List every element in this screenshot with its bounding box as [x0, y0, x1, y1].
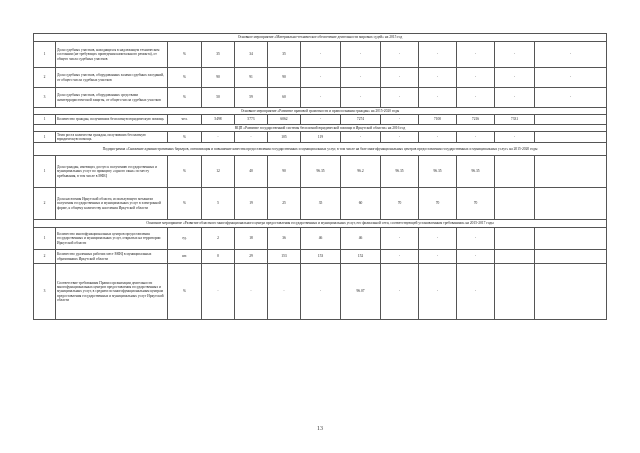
value-cell: 90: [202, 68, 235, 88]
value-cell: 5498: [202, 115, 235, 125]
value-cell: 7216: [457, 115, 495, 125]
value-cell: -: [301, 88, 341, 108]
value-cell: 35: [268, 42, 301, 68]
table-row: [34, 250, 607, 264]
value-cell: 7331: [495, 115, 535, 125]
value-cell: 96.35: [301, 156, 341, 188]
value-cell: -: [381, 228, 419, 250]
unit-cell: %: [168, 132, 202, 143]
value-cell: -: [495, 88, 535, 108]
value-cell: 70: [457, 188, 495, 220]
value-cell: 60: [341, 188, 381, 220]
value-cell: -: [419, 132, 457, 143]
value-cell: -: [535, 68, 607, 88]
value-cell: 70: [419, 188, 457, 220]
value-cell: [535, 250, 607, 264]
unit-cell: чел.: [168, 115, 202, 125]
section-row: [34, 125, 607, 132]
value-cell: [535, 156, 607, 188]
table-row: [34, 188, 607, 220]
table-row: [34, 115, 607, 125]
value-cell: 96.07: [341, 264, 381, 320]
unit-cell: %: [168, 88, 202, 108]
value-cell: -: [419, 68, 457, 88]
row-number: 3: [34, 264, 56, 320]
value-cell: -: [457, 68, 495, 88]
value-cell: 46: [341, 228, 381, 250]
section-row: [34, 220, 607, 228]
value-cell: [495, 188, 535, 220]
value-cell: -: [268, 264, 301, 320]
value-cell: 153: [301, 250, 341, 264]
table-row: [34, 68, 607, 88]
table-row: [34, 156, 607, 188]
section-row: [34, 108, 607, 115]
value-cell: 91: [235, 68, 268, 88]
value-cell: 96.35: [419, 156, 457, 188]
row-number: 1: [34, 115, 56, 125]
value-cell: -: [419, 42, 457, 68]
value-cell: -: [457, 132, 495, 143]
value-cell: -: [381, 250, 419, 264]
value-cell: 5: [202, 188, 235, 220]
value-cell: -: [202, 132, 235, 143]
value-cell: 0: [202, 250, 235, 264]
unit-cell: %: [168, 188, 202, 220]
unit-cell: шт.: [168, 250, 202, 264]
value-cell: 59: [235, 88, 268, 108]
value-cell: [495, 264, 535, 320]
row-number: 1: [34, 132, 56, 143]
value-cell: 6062: [268, 115, 301, 125]
row-number: 2: [34, 188, 56, 220]
value-cell: -: [301, 42, 341, 68]
value-cell: 70: [381, 188, 419, 220]
section-row: [34, 34, 607, 42]
unit-cell: ед.: [168, 228, 202, 250]
indicator-name: Доля граждан, имеющих доступ к получению государственных и муниципальных услуг по принципу «одного окна» по месту пребывания, в том числе в МФЦ: [56, 156, 168, 188]
table-row: [34, 264, 607, 320]
value-cell: -: [457, 88, 495, 108]
value-cell: -: [301, 264, 341, 320]
value-cell: 36: [268, 228, 301, 250]
indicator-name: Соответствие требованиям Правил организации деятельности многофункциональных центров предоставления государственных и муниципальных услуг, в среднем по многофункциональным центрам предоставления государственных и муниципальных услуг Иркутской области: [56, 264, 168, 320]
value-cell: 5773: [235, 115, 268, 125]
value-cell: 35: [301, 188, 341, 220]
table-row: [34, 228, 607, 250]
row-number: 2: [34, 250, 56, 264]
section-title: ВЦП «Развитие государственной системы бесплатной юридической помощи в Иркутской области» на 2016 год: [34, 125, 607, 132]
value-cell: 96.35: [457, 156, 495, 188]
table-row: [34, 88, 607, 108]
value-cell: 2: [202, 228, 235, 250]
value-cell: -: [235, 132, 268, 143]
value-cell: [495, 250, 535, 264]
value-cell: 40: [235, 156, 268, 188]
row-number: 1: [34, 228, 56, 250]
table-row: [34, 132, 607, 143]
value-cell: -: [495, 132, 535, 143]
value-cell: 152: [341, 250, 381, 264]
value-cell: 7274: [341, 115, 381, 125]
value-cell: -: [535, 88, 607, 108]
value-cell: -: [341, 88, 381, 108]
indicator-name: Количество многофункциональных центров предоставления государственных и муниципальных услуг, открытых на территории Иркутской области: [56, 228, 168, 250]
indicator-name: Темп роста количества граждан, получивших бесплатную юридическую помощь: [56, 132, 168, 143]
value-cell: 119: [301, 132, 341, 143]
value-cell: 35: [202, 42, 235, 68]
value-cell: -: [457, 42, 495, 68]
unit-cell: %: [168, 264, 202, 320]
value-cell: -: [381, 68, 419, 88]
indicator-name: Доля судебных участков, оборудованных залами судебных заседаний, от общего числа судебных участков: [56, 68, 168, 88]
value-cell: 96.2: [341, 156, 381, 188]
value-cell: 18: [235, 228, 268, 250]
value-cell: -: [535, 42, 607, 68]
section-row: [34, 143, 607, 156]
value-cell: [495, 228, 535, 250]
value-cell: -: [457, 264, 495, 320]
value-cell: -: [457, 250, 495, 264]
value-cell: -: [341, 42, 381, 68]
value-cell: 46: [301, 228, 341, 250]
value-cell: [495, 156, 535, 188]
value-cell: 25: [268, 188, 301, 220]
value-cell: -: [202, 264, 235, 320]
value-cell: -: [419, 88, 457, 108]
value-cell: 29: [235, 250, 268, 264]
value-cell: -: [301, 115, 341, 125]
value-cell: -: [419, 264, 457, 320]
section-title: Основное мероприятие «Развитие правовой грамотности и правосознания граждан» на 2015-2020 годы: [34, 108, 607, 115]
value-cell: [535, 132, 607, 143]
value-cell: 153: [268, 250, 301, 264]
value-cell: 105: [268, 132, 301, 143]
value-cell: -: [341, 132, 381, 143]
unit-cell: %: [168, 42, 202, 68]
row-number: 1: [34, 156, 56, 188]
section-title: Подпрограмма «Снижение административных барьеров, оптимизация и повышение качества предоставления государственных и муниципальных услуг, в том числе на базе многофункциональных центров предоставления государственных и муниципальных услуг» на 2015-2020 годы: [34, 143, 607, 156]
row-number: 1: [34, 42, 56, 68]
value-cell: -: [381, 42, 419, 68]
indicator-name: Количество удаленных рабочих мест МФЦ в муниципальных образованиях Иркутской области: [56, 250, 168, 264]
value-cell: -: [381, 115, 419, 125]
value-cell: -: [495, 42, 535, 68]
page-number: 13: [317, 426, 323, 432]
value-cell: -: [341, 68, 381, 88]
value-cell: 34: [235, 42, 268, 68]
unit-cell: %: [168, 68, 202, 88]
value-cell: -: [381, 88, 419, 108]
section-title: Основное мероприятие «Развитие областного многофункционального центра предоставления государственных и муниципальных услуг, его филиальной сети, соответствующей установленным требованиям» на 2015-2017 годы: [34, 220, 607, 228]
value-cell: 7100: [419, 115, 457, 125]
section-title: Основное мероприятие «Материально-техническое обеспечение деятельности мировых судей» на 2015 год: [34, 34, 607, 42]
indicator-name: Доля судебных участков, оборудованных средствами антитеррористической защиты, от общего числа судебных участков: [56, 88, 168, 108]
value-cell: 90: [268, 156, 301, 188]
row-number: 3: [34, 88, 56, 108]
value-cell: -: [419, 228, 457, 250]
indicator-name: Доля населения Иркутской области, использующего механизм получения государственных и муниципальных услуг в электронной форме, к общему количеству населения Иркутской области: [56, 188, 168, 220]
value-cell: 50: [202, 88, 235, 108]
value-cell: -: [235, 264, 268, 320]
value-cell: 19: [235, 188, 268, 220]
indicators-table: [33, 33, 607, 320]
value-cell: 90: [268, 68, 301, 88]
value-cell: -: [381, 132, 419, 143]
value-cell: -: [457, 228, 495, 250]
value-cell: [535, 228, 607, 250]
table-row: [34, 42, 607, 68]
value-cell: -: [419, 250, 457, 264]
indicator-name: Количество граждан, получивших бесплатную юридическую помощь: [56, 115, 168, 125]
value-cell: [535, 264, 607, 320]
value-cell: [535, 115, 607, 125]
unit-cell: %: [168, 156, 202, 188]
row-number: 2: [34, 68, 56, 88]
value-cell: -: [495, 68, 535, 88]
indicator-name: Доля судебных участков, находящихся в надлежащем техническом состоянии (не требующих проведения капитального ремонта), от общего числа судебных участков: [56, 42, 168, 68]
value-cell: -: [301, 68, 341, 88]
value-cell: [535, 188, 607, 220]
value-cell: 12: [202, 156, 235, 188]
value-cell: 60: [268, 88, 301, 108]
value-cell: -: [381, 264, 419, 320]
value-cell: 96.35: [381, 156, 419, 188]
